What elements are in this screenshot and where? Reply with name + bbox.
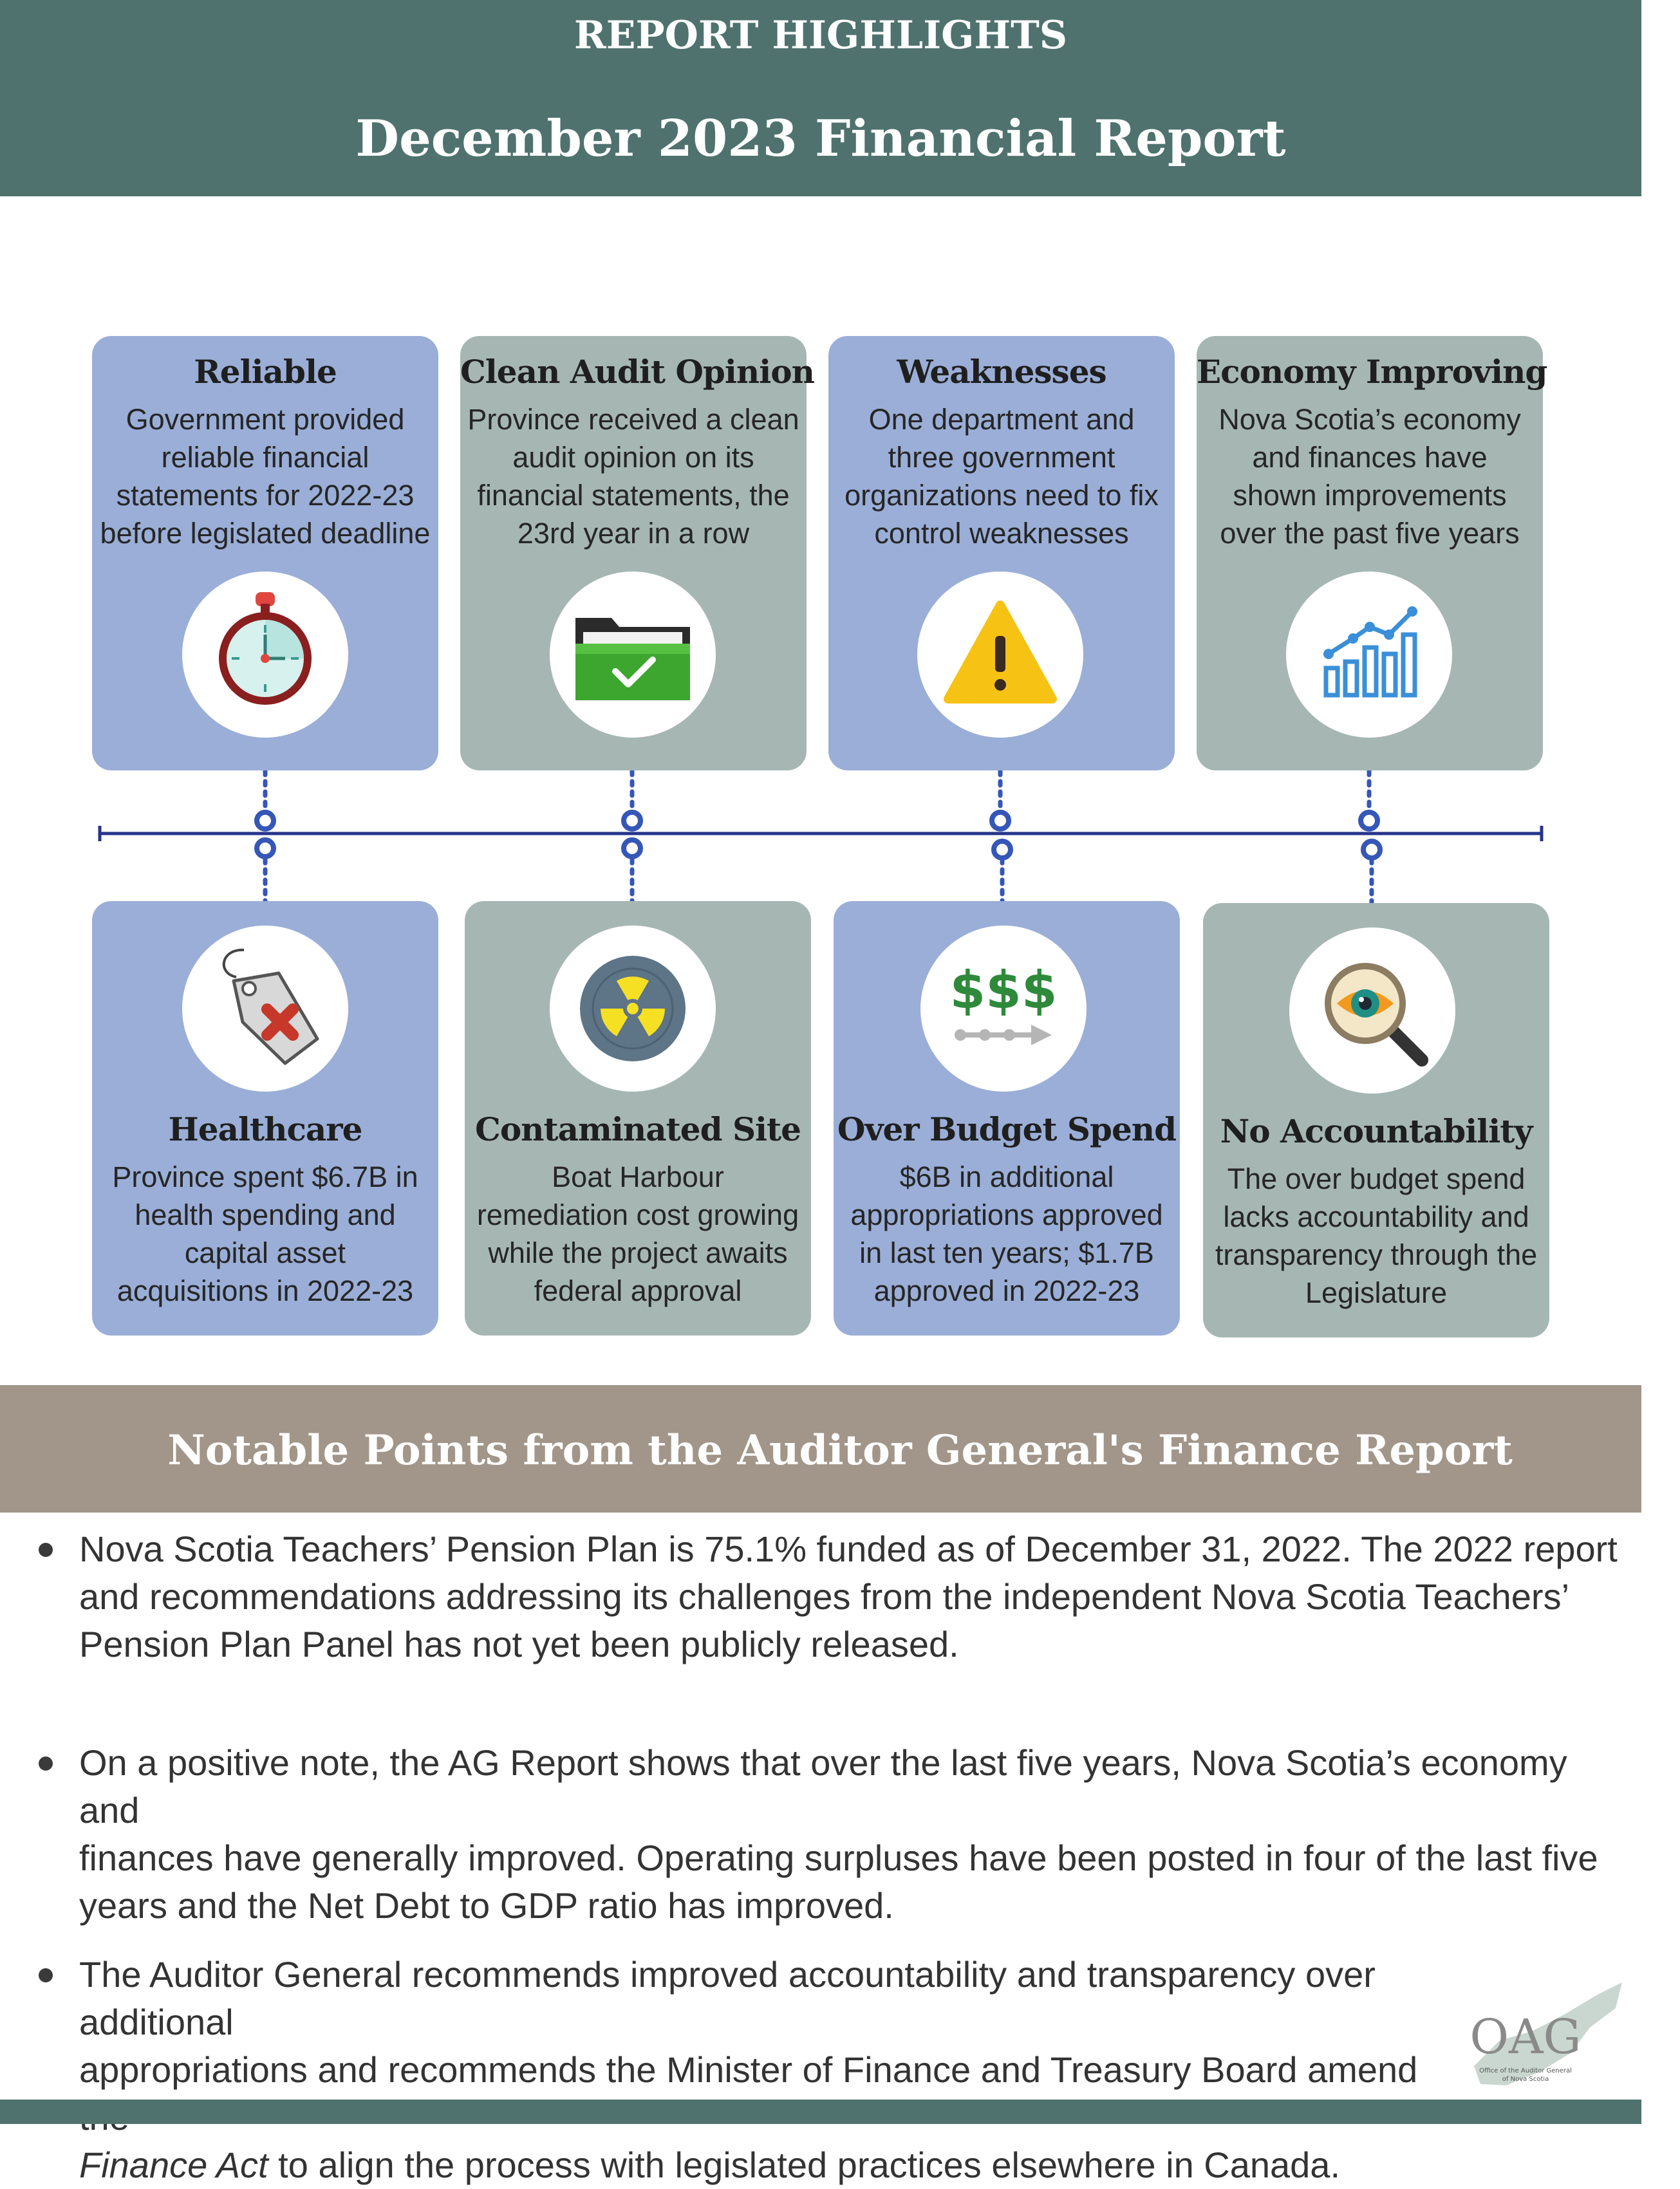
header-subtitle: REPORT HIGHLIGHTS xyxy=(574,13,1068,58)
logo-caption-1: Office of the Auditor General xyxy=(1479,2067,1572,2074)
ring-bottom-4 xyxy=(1363,841,1380,858)
card-description: The over budget spend lacks accountability and transparency through the Legislature xyxy=(1215,1162,1538,1309)
card-description: Province received a clean audit opinion on its financial statements, the 23rd year in a row xyxy=(467,403,799,550)
ring-bottom-3 xyxy=(994,841,1011,858)
footer-bar xyxy=(0,2100,1641,2124)
card-description: One department and three government organizations need to fix control weaknesses xyxy=(845,403,1159,550)
card-contaminated-site xyxy=(465,901,811,1336)
growth-chart-icon xyxy=(1286,572,1452,738)
magnifier-eye-icon xyxy=(1289,927,1455,1094)
ring-top-2 xyxy=(624,812,640,829)
bullet-marker xyxy=(39,1756,53,1771)
dollar-signs-label: $$$ xyxy=(949,960,1058,1020)
card-description: Government provided reliable financial statements for 2022-23 before legislated deadline xyxy=(100,403,431,550)
card-title: Contaminated Site xyxy=(475,1110,801,1148)
bullet-marker xyxy=(39,1543,53,1557)
bullet-recommendation: The Auditor General recommends improved accountability and transparency over additional appropriations and recommends the Minister of Finance and Treasury Board amend Finance Act to align the process with legislated practices elsewhere in Canada. xyxy=(79,1954,1418,2185)
folder-check-icon xyxy=(550,572,716,738)
ring-top-4 xyxy=(1361,812,1377,829)
card-description: $6B in additional appropriations approved in last ten years; $1.7B approved in 2022-23 xyxy=(850,1160,1163,1307)
card-title: Weaknesses xyxy=(897,353,1106,391)
card-description: Province spent $6.7B in health spending and capital asset acquisitions in 2022-23 xyxy=(112,1160,418,1307)
card-reliable xyxy=(92,336,438,770)
card-economy-improving xyxy=(1197,336,1547,770)
card-title: Reliable xyxy=(194,353,337,391)
card-clean-audit-opinion xyxy=(460,336,814,770)
section-title: Notable Points from the Auditor General's Finance Report xyxy=(167,1426,1513,1475)
report-title: December 2023 Financial Report xyxy=(355,109,1286,168)
radiation-icon xyxy=(550,926,716,1092)
logo-letters: OAG xyxy=(1470,2009,1582,2065)
card-title: No Accountability xyxy=(1220,1112,1533,1150)
card-title: Over Budget Spend xyxy=(837,1110,1177,1148)
finance-act-italic: Finance Act xyxy=(79,2145,268,2185)
logo-caption-2: of Nova Scotia xyxy=(1502,2076,1549,2083)
card-no-accountability xyxy=(1203,903,1549,1337)
stopwatch-icon xyxy=(182,572,348,738)
card-title: Healthcare xyxy=(168,1110,362,1148)
dollar-arrow-icon xyxy=(920,926,1087,1092)
card-weaknesses xyxy=(828,336,1175,770)
card-description: Boat Harbour remediation cost growing while the project awaits federal approval xyxy=(476,1160,799,1307)
ring-top-3 xyxy=(992,812,1009,829)
card-title: Economy Improving xyxy=(1197,353,1547,391)
oag-logo xyxy=(1461,1970,1629,2098)
bullet-marker xyxy=(39,1968,53,1982)
warning-icon xyxy=(917,572,1083,738)
card-healthcare xyxy=(92,901,438,1336)
bullet-pension-plan: Nova Scotia Teachers’ Pension Plan is 75.1% funded as of December 31, 2022. The 2022 report and recommendations addressing its challenges from the independent Nova Scotia Teachers’ Pension Plan Panel has not yet been publicly released. xyxy=(79,1529,1618,1664)
ring-bottom-2 xyxy=(624,840,640,857)
bullet-positive-note: On a positive note, the AG Report shows that over the last five years, Nova Scotia’s economy and finances have generally improved. Operating surpluses have been posted in four of the last five years and the Net Debt to GDP ratio has improved. xyxy=(79,1742,1598,1926)
card-over-budget-spend xyxy=(834,901,1180,1336)
price-tag-x-icon xyxy=(182,926,348,1092)
ring-top-1 xyxy=(257,812,274,829)
card-title: Clean Audit Opinion xyxy=(460,353,814,391)
card-description: Nova Scotia’s economy and finances have shown improvements over the past five years xyxy=(1218,403,1521,550)
ring-bottom-1 xyxy=(257,840,274,857)
